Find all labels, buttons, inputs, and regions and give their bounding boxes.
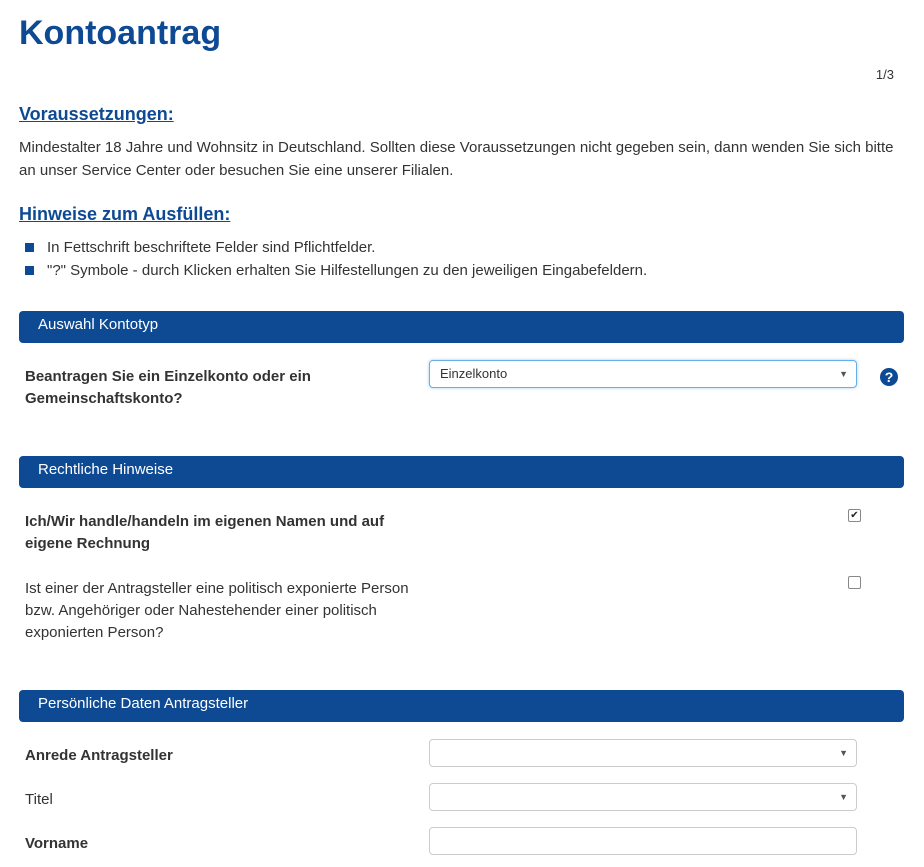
hints-list bbox=[25, 236, 647, 282]
account-type-label: Beantragen Sie ein Einzelkonto oder ein Gemeinschaftskonto? bbox=[25, 368, 311, 407]
requirements-text: Mindestalter 18 Jahre und Wohnsitz in Deutschland. Sollten diese Voraussetzungen nicht gegeben sein, dann wenden Sie sich bitte an unser Service Center oder besuchen Sie eine unserer Filialen. bbox=[19, 139, 894, 179]
pep-checkbox[interactable] bbox=[848, 576, 861, 589]
pep-label: Ist einer der Antragsteller eine politisch exponierte Person bzw. Angehöriger oder Nahestehender einer politisch exponierten Person? bbox=[25, 580, 409, 641]
list-item bbox=[25, 259, 647, 282]
requirements-heading[interactable]: Voraussetzungen: bbox=[19, 104, 174, 124]
bullet-square-icon bbox=[25, 266, 34, 275]
page-title: Kontoantrag bbox=[19, 14, 222, 52]
firstname-input[interactable] bbox=[429, 827, 857, 855]
personal-data-panel-header: Persönliche Daten Antragsteller bbox=[19, 690, 904, 722]
hint-text: "?" Symbole - durch Klicken erhalten Sie Hilfestellungen zu den jeweiligen Eingabefeldern. bbox=[47, 262, 648, 279]
own-account-checkbox[interactable] bbox=[848, 509, 861, 522]
chevron-down-icon: ▼ bbox=[839, 369, 848, 379]
firstname-label: Vorname bbox=[25, 835, 89, 852]
legal-panel-header: Rechtliche Hinweise bbox=[19, 456, 904, 488]
title-label: Titel bbox=[25, 791, 53, 808]
account-type-panel-header: Auswahl Kontotyp bbox=[19, 311, 904, 343]
account-type-select-value: Einzelkonto bbox=[440, 366, 508, 381]
salutation-label: Anrede Antragsteller bbox=[25, 747, 173, 764]
salutation-select[interactable] bbox=[429, 739, 857, 767]
hints-heading[interactable]: Hinweise zum Ausfüllen: bbox=[19, 204, 231, 224]
title-select[interactable] bbox=[429, 783, 857, 811]
chevron-down-icon: ▼ bbox=[839, 792, 848, 802]
chevron-down-icon: ▼ bbox=[839, 748, 848, 758]
hint-text: In Fettschrift beschriftete Felder sind Pflichtfelder. bbox=[47, 239, 376, 256]
list-item bbox=[25, 236, 647, 259]
bullet-square-icon bbox=[25, 243, 34, 252]
check-icon: ✔ bbox=[850, 510, 859, 521]
own-account-label: Ich/Wir handle/handeln im eigenen Namen und auf eigene Rechnung bbox=[25, 513, 385, 552]
step-indicator: 1/3 bbox=[875, 67, 894, 82]
question-circle-icon[interactable]: ? bbox=[880, 368, 898, 386]
account-type-select[interactable] bbox=[429, 360, 857, 388]
